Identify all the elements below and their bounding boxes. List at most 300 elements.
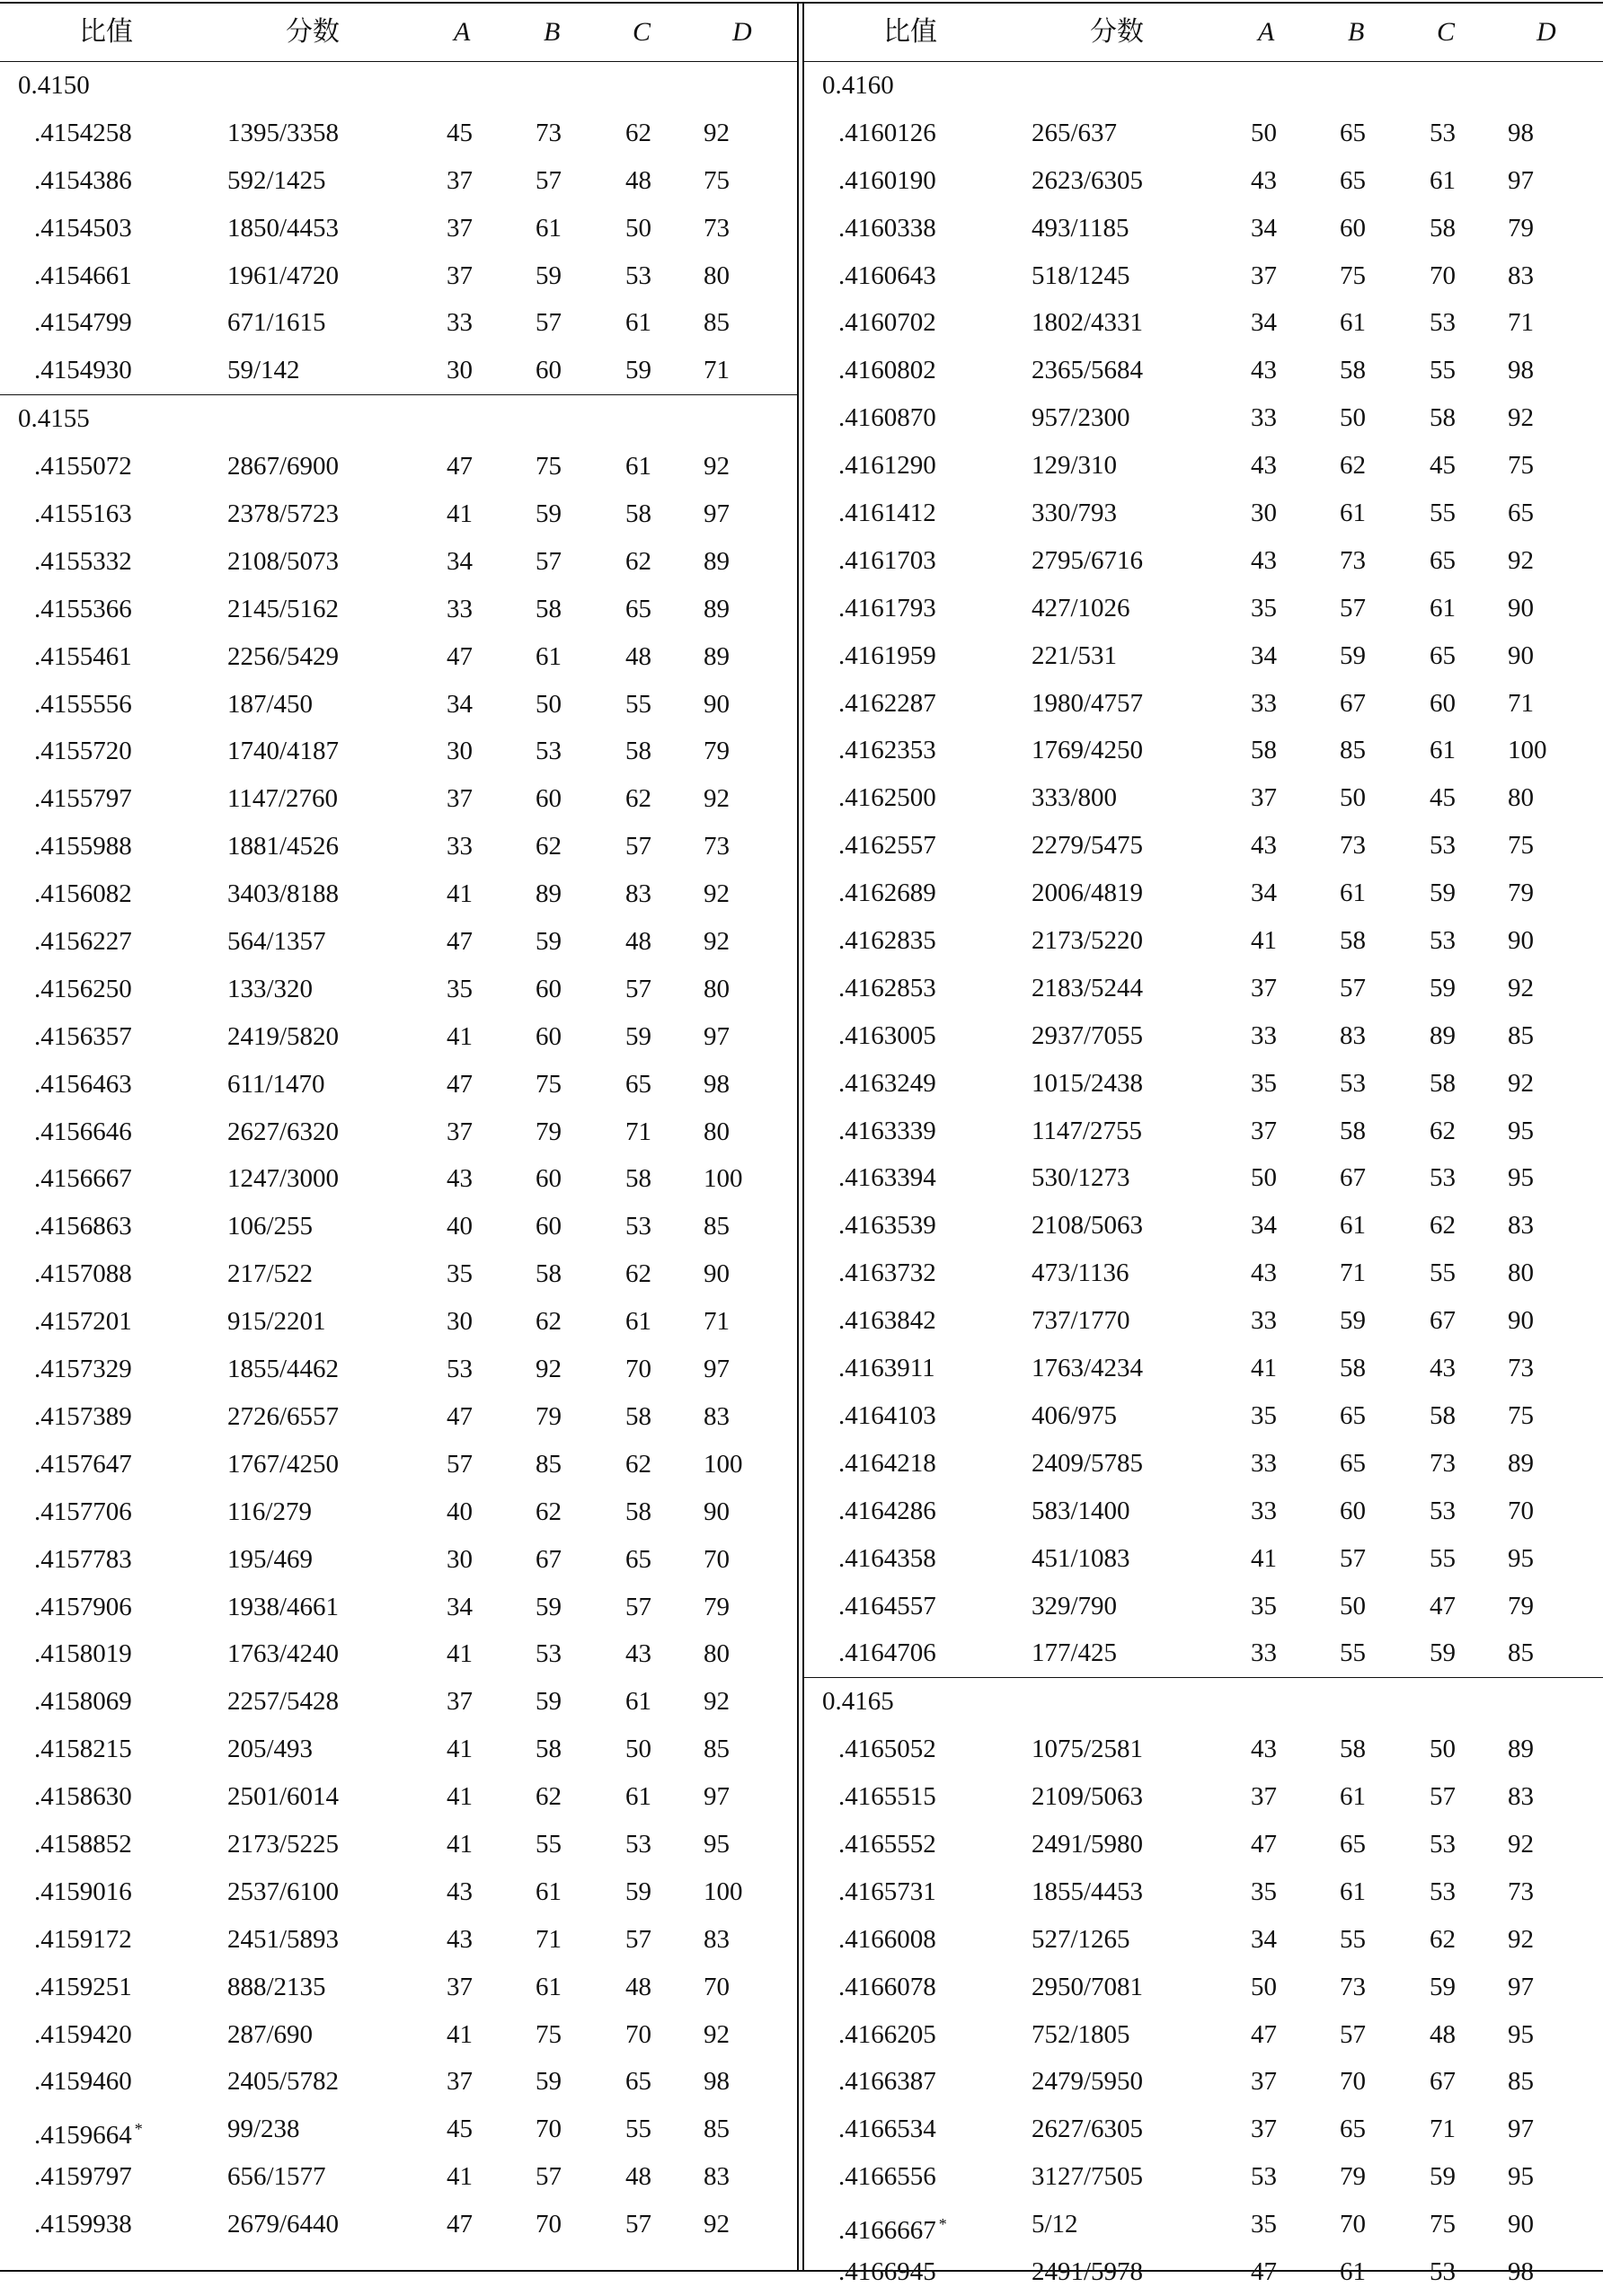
ratio-cell (34, 1298, 132, 1346)
ratio-cell (34, 1061, 132, 1108)
header-ratio: 比值 (883, 16, 937, 48)
ratio-cell (34, 633, 132, 681)
ratio-value: .4155720 (34, 737, 132, 766)
ratio-cell (34, 823, 132, 870)
b-cell: 60 (536, 1212, 562, 1241)
table-row (0, 775, 797, 823)
table-row (0, 1298, 797, 1346)
a-cell: 37 (447, 784, 473, 814)
ratio-cell (838, 1297, 936, 1345)
fraction-cell: 473/1136 (1032, 1258, 1129, 1288)
a-cell: 47 (447, 1401, 473, 1431)
c-cell: 53 (1430, 118, 1456, 147)
table-row (804, 1440, 1603, 1488)
fraction-cell: 1938/4661 (227, 1592, 340, 1621)
ratio-cell (34, 1346, 132, 1393)
b-cell: 60 (536, 974, 562, 1003)
a-cell: 33 (1251, 1638, 1277, 1668)
b-cell: 89 (536, 879, 562, 909)
table-row (0, 1346, 797, 1393)
ratio-value: .4154661 (34, 261, 132, 290)
table-row (0, 1488, 797, 1536)
b-cell: 58 (536, 594, 562, 623)
b-cell: 62 (536, 1307, 562, 1337)
c-cell: 55 (1430, 1258, 1456, 1288)
fraction-cell: 2726/6557 (227, 1401, 340, 1431)
table-row (0, 1155, 797, 1203)
ratio-cell (34, 205, 132, 252)
a-cell: 35 (1251, 593, 1277, 623)
fraction-cell: 427/1026 (1032, 593, 1130, 623)
b-cell: 67 (536, 1544, 562, 1574)
c-cell: 60 (1430, 688, 1456, 718)
c-cell: 58 (625, 499, 651, 529)
a-cell: 34 (447, 1592, 473, 1621)
c-cell: 53 (1430, 308, 1456, 338)
c-cell: 59 (1430, 2162, 1456, 2192)
ratio-value: .4165731 (838, 1877, 936, 1906)
d-cell: 73 (704, 832, 730, 861)
d-cell: 65 (1508, 499, 1534, 528)
b-cell: 61 (1340, 2256, 1366, 2286)
ratio-cell (838, 1012, 936, 1060)
d-cell: 97 (704, 499, 730, 529)
ratio-cell (838, 1583, 936, 1630)
a-cell: 30 (1251, 499, 1277, 528)
d-cell: 85 (704, 1212, 730, 1241)
b-cell: 55 (1340, 1924, 1366, 1954)
d-cell: 95 (1508, 2162, 1534, 2192)
b-cell: 55 (1340, 1638, 1366, 1668)
ratio-cell (34, 1488, 132, 1536)
d-cell: 98 (704, 1069, 730, 1099)
c-cell: 75 (1430, 2210, 1456, 2239)
c-cell: 48 (1430, 2019, 1456, 2049)
a-cell: 37 (447, 213, 473, 243)
b-cell: 61 (1340, 1211, 1366, 1241)
c-cell: 59 (625, 356, 651, 385)
table-row (0, 1250, 797, 1298)
c-cell: 83 (625, 879, 651, 909)
c-cell: 65 (625, 2067, 651, 2097)
fraction-cell: 1147/2755 (1032, 1116, 1142, 1145)
d-cell: 70 (704, 1972, 730, 2001)
table-row (0, 299, 797, 347)
ratio-cell (838, 205, 936, 252)
c-cell: 55 (625, 689, 651, 719)
ratio-value: .4162689 (838, 879, 936, 908)
c-cell: 59 (1430, 973, 1456, 1002)
b-cell: 59 (536, 1687, 562, 1717)
table-row (804, 2106, 1603, 2153)
table-row (804, 1821, 1603, 1868)
a-cell: 37 (1251, 2115, 1277, 2144)
a-cell: 41 (447, 1639, 473, 1669)
d-cell: 85 (704, 308, 730, 338)
b-cell: 53 (1340, 1068, 1366, 1098)
ratio-value: .4162557 (838, 831, 936, 861)
fraction-cell: 2108/5073 (227, 546, 340, 576)
a-cell: 41 (447, 2162, 473, 2192)
b-cell: 59 (536, 1592, 562, 1621)
b-cell: 57 (1340, 593, 1366, 623)
table-row (804, 1060, 1603, 1108)
d-cell: 90 (1508, 1306, 1534, 1336)
d-cell: 89 (704, 641, 730, 671)
fraction-cell: 99/238 (227, 2115, 300, 2144)
table-row (804, 1868, 1603, 1916)
fraction-cell: 671/1615 (227, 308, 326, 338)
a-cell: 47 (1251, 2019, 1277, 2049)
a-cell: 34 (447, 689, 473, 719)
c-cell: 67 (1430, 1306, 1456, 1336)
b-cell: 57 (536, 2162, 562, 2192)
c-cell: 61 (1430, 165, 1456, 195)
table-row (0, 1773, 797, 1821)
fraction-cell: 2867/6900 (227, 452, 340, 481)
c-cell: 57 (625, 1924, 651, 1954)
c-cell: 53 (1430, 1163, 1456, 1193)
fraction-cell: 1075/2581 (1032, 1735, 1144, 1764)
d-cell: 95 (1508, 1163, 1534, 1193)
table-row (804, 680, 1603, 728)
right-table-body (804, 62, 1603, 2296)
ratio-value: .4163539 (838, 1211, 936, 1241)
fraction-cell: 2409/5785 (1032, 1448, 1144, 1478)
c-cell: 50 (625, 1735, 651, 1764)
table-row (804, 2058, 1603, 2106)
a-cell: 37 (1251, 973, 1277, 1002)
ratio-value: .4165052 (838, 1735, 936, 1764)
c-cell: 58 (625, 1164, 651, 1194)
b-cell: 67 (1340, 1163, 1366, 1193)
b-cell: 79 (536, 1401, 562, 1431)
d-cell: 92 (704, 2019, 730, 2049)
d-cell: 92 (1508, 973, 1534, 1002)
b-cell: 59 (1340, 1306, 1366, 1336)
c-cell: 58 (625, 1401, 651, 1431)
c-cell: 57 (625, 974, 651, 1003)
table-row (804, 1202, 1603, 1250)
ratio-value: .4154930 (34, 356, 132, 385)
d-cell: 97 (704, 1021, 730, 1051)
b-cell: 57 (1340, 973, 1366, 1002)
c-cell: 71 (1430, 2115, 1456, 2144)
table-row (0, 1584, 797, 1631)
c-cell: 58 (1430, 403, 1456, 433)
fraction-cell: 2937/7055 (1032, 1020, 1144, 1050)
table-row (0, 918, 797, 966)
ratio-value: .4164103 (838, 1400, 936, 1430)
d-cell: 95 (1508, 1543, 1534, 1573)
b-cell: 59 (1340, 640, 1366, 670)
a-cell: 50 (1251, 118, 1277, 147)
a-cell: 35 (1251, 1877, 1277, 1906)
fraction-cell: 451/1083 (1032, 1543, 1130, 1573)
b-cell: 61 (536, 1972, 562, 2001)
a-cell: 43 (447, 1924, 473, 1954)
ratio-cell (838, 2248, 936, 2296)
ratio-cell (838, 2106, 936, 2153)
ratio-cell (34, 918, 132, 966)
a-cell: 37 (447, 165, 473, 195)
ratio-cell (34, 252, 132, 300)
table-row (0, 1868, 797, 1916)
b-cell: 62 (536, 1497, 562, 1526)
ratio-value: .4156463 (34, 1069, 132, 1099)
a-cell: 43 (447, 1164, 473, 1194)
table-row (804, 2201, 1603, 2248)
table-row (804, 585, 1603, 632)
a-cell: 33 (1251, 1448, 1277, 1478)
fraction-cell: 195/469 (227, 1544, 314, 1574)
c-cell: 45 (1430, 451, 1456, 481)
d-cell: 89 (704, 594, 730, 623)
fraction-cell: 2279/5475 (1032, 831, 1144, 861)
c-cell: 62 (1430, 1211, 1456, 1241)
d-cell: 83 (704, 1924, 730, 1954)
b-cell: 61 (536, 1877, 562, 1906)
d-cell: 92 (704, 784, 730, 814)
ratio-cell (34, 1726, 132, 1773)
c-cell: 47 (1430, 1591, 1456, 1620)
ratio-value: .4160870 (838, 403, 936, 433)
a-cell: 41 (447, 499, 473, 529)
fraction-cell: 957/2300 (1032, 403, 1130, 433)
b-cell: 60 (1340, 1496, 1366, 1525)
d-cell: 85 (704, 2115, 730, 2144)
ratio-cell (34, 870, 132, 918)
fraction-cell: 59/142 (227, 356, 300, 385)
b-cell: 73 (1340, 1972, 1366, 2001)
a-cell: 33 (1251, 403, 1277, 433)
ratio-value: .4157906 (34, 1592, 132, 1621)
ratio-value: .4164706 (838, 1638, 936, 1668)
b-cell: 58 (1340, 356, 1366, 385)
header-c: C (1437, 17, 1456, 47)
ratio-value: .4154503 (34, 213, 132, 243)
a-cell: 34 (1251, 1211, 1277, 1241)
ratio-value: .4154386 (34, 165, 132, 195)
d-cell: 100 (704, 1164, 743, 1194)
d-cell: 80 (1508, 783, 1534, 813)
a-cell: 33 (1251, 688, 1277, 718)
ratio-value: .4155797 (34, 784, 132, 814)
group-label: 0.4150 (18, 71, 90, 100)
d-cell: 90 (704, 689, 730, 719)
d-cell: 98 (704, 2067, 730, 2097)
d-cell: 100 (704, 1877, 743, 1906)
fraction-cell: 133/320 (227, 974, 314, 1003)
group-header-row (804, 1677, 1603, 1726)
fraction-cell: 3127/7505 (1032, 2162, 1144, 2192)
a-cell: 40 (447, 1212, 473, 1241)
fraction-cell: 592/1425 (227, 165, 326, 195)
header-fraction: 分数 (1090, 16, 1144, 48)
table-row (0, 728, 797, 775)
ratio-value: .4160643 (838, 261, 936, 290)
table-row (804, 1250, 1603, 1297)
c-cell: 48 (625, 641, 651, 671)
d-cell: 75 (704, 165, 730, 195)
table-row (804, 2011, 1603, 2059)
d-cell: 71 (1508, 308, 1534, 338)
ratio-cell (34, 966, 132, 1013)
group-header-row (804, 62, 1603, 110)
ratio-cell (838, 632, 936, 680)
c-cell: 43 (1430, 1354, 1456, 1383)
b-cell: 70 (536, 2210, 562, 2239)
ratio-cell (838, 774, 936, 822)
fraction-cell: 1980/4757 (1032, 688, 1144, 718)
table-row (804, 537, 1603, 585)
table-row (804, 347, 1603, 394)
d-cell: 75 (1508, 451, 1534, 481)
table-row (0, 1536, 797, 1584)
table-row (0, 1964, 797, 2011)
c-cell: 67 (1430, 2067, 1456, 2097)
a-cell: 43 (1251, 356, 1277, 385)
ratio-value: .4161290 (838, 451, 936, 481)
d-cell: 92 (1508, 1924, 1534, 1954)
ratio-cell (34, 1821, 132, 1868)
c-cell: 59 (625, 1877, 651, 1906)
fraction-cell: 737/1770 (1032, 1306, 1130, 1336)
ratio-value: .4164557 (838, 1591, 936, 1620)
b-cell: 61 (1340, 499, 1366, 528)
d-cell: 95 (1508, 1116, 1534, 1145)
fraction-cell: 2173/5225 (227, 1829, 340, 1859)
c-cell: 55 (1430, 356, 1456, 385)
table-row (804, 442, 1603, 490)
fraction-cell: 287/690 (227, 2019, 314, 2049)
a-cell: 37 (1251, 1782, 1277, 1812)
fraction-cell: 2491/5980 (1032, 1829, 1144, 1859)
d-cell: 85 (704, 1735, 730, 1764)
c-cell: 43 (625, 1639, 651, 1669)
a-cell: 35 (447, 1259, 473, 1289)
ratio-cell (838, 2201, 947, 2248)
ratio-cell (34, 1536, 132, 1584)
a-cell: 47 (447, 927, 473, 957)
a-cell: 41 (447, 1782, 473, 1812)
a-cell: 33 (447, 594, 473, 623)
fraction-cell: 2108/5063 (1032, 1211, 1144, 1241)
d-cell: 98 (1508, 2256, 1534, 2286)
ratio-value: .4156667 (34, 1164, 132, 1194)
ratio-cell (34, 347, 132, 394)
ratio-cell (838, 1060, 936, 1108)
fraction-cell: 2006/4819 (1032, 879, 1144, 908)
d-cell: 73 (1508, 1877, 1534, 1906)
d-cell: 90 (1508, 2210, 1534, 2239)
a-cell: 33 (447, 832, 473, 861)
d-cell: 71 (704, 356, 730, 385)
fraction-cell: 333/800 (1032, 783, 1118, 813)
ratio-cell (34, 1678, 132, 1726)
ratio-cell (34, 586, 132, 633)
d-cell: 98 (1508, 118, 1534, 147)
d-cell: 80 (704, 1117, 730, 1146)
a-cell: 34 (1251, 1924, 1277, 1954)
ratio-value: .4159460 (34, 2067, 132, 2097)
table-row (0, 1108, 797, 1156)
fraction-cell: 2501/6014 (227, 1782, 340, 1812)
ratio-value: .4158215 (34, 1735, 132, 1764)
d-cell: 97 (704, 1782, 730, 1812)
table-row (0, 157, 797, 205)
c-cell: 55 (1430, 1543, 1456, 1573)
header-b: B (1348, 17, 1365, 47)
b-cell: 55 (536, 1829, 562, 1859)
ratio-cell (838, 1488, 936, 1535)
d-cell: 90 (1508, 593, 1534, 623)
table-row (0, 966, 797, 1013)
table-row (0, 1916, 797, 1964)
b-cell: 60 (536, 1164, 562, 1194)
fraction-cell: 221/531 (1032, 640, 1118, 670)
ratio-value: .4159938 (34, 2210, 132, 2239)
table-row (804, 727, 1603, 774)
ratio-value: .4155461 (34, 641, 132, 671)
c-cell: 62 (1430, 1924, 1456, 1954)
ratio-cell (838, 1535, 936, 1583)
fraction-cell: 527/1265 (1032, 1924, 1130, 1954)
c-cell: 48 (625, 1972, 651, 2001)
d-cell: 70 (704, 1544, 730, 1574)
d-cell: 79 (1508, 213, 1534, 243)
header-c: C (633, 17, 651, 47)
fraction-cell: 611/1470 (227, 1069, 325, 1099)
c-cell: 59 (1430, 1638, 1456, 1668)
b-cell: 53 (536, 737, 562, 766)
b-cell: 50 (1340, 783, 1366, 813)
a-cell: 47 (447, 452, 473, 481)
a-cell: 43 (1251, 545, 1277, 575)
fraction-cell: 2679/6440 (227, 2210, 340, 2239)
ratio-cell (838, 2153, 936, 2201)
fraction-cell: 1015/2438 (1032, 1068, 1144, 1098)
c-cell: 53 (1430, 1877, 1456, 1906)
table-row (0, 681, 797, 729)
table-row (804, 1392, 1603, 1440)
a-cell: 34 (1251, 213, 1277, 243)
b-cell: 59 (536, 261, 562, 290)
fraction-cell: 2256/5429 (227, 641, 340, 671)
table-row (0, 1061, 797, 1108)
b-cell: 59 (536, 927, 562, 957)
b-cell: 83 (1340, 1020, 1366, 1050)
ratio-value: .4157647 (34, 1449, 132, 1479)
ratio-value: .4155988 (34, 832, 132, 861)
b-cell: 62 (1340, 451, 1366, 481)
c-cell: 53 (1430, 831, 1456, 861)
b-cell: 79 (1340, 2162, 1366, 2192)
table-row (804, 632, 1603, 680)
a-cell: 47 (1251, 1829, 1277, 1859)
b-cell: 92 (536, 1355, 562, 1384)
ratio-value: .4163394 (838, 1163, 936, 1193)
d-cell: 79 (1508, 879, 1534, 908)
a-cell: 37 (447, 1687, 473, 1717)
table-row (804, 1964, 1603, 2011)
ratio-cell (838, 252, 936, 300)
d-cell: 80 (1508, 1258, 1534, 1288)
fraction-cell: 1247/3000 (227, 1164, 340, 1194)
table-row (0, 2106, 797, 2153)
ratio-value: .4162835 (838, 926, 936, 956)
ratio-value: .4160702 (838, 308, 936, 338)
